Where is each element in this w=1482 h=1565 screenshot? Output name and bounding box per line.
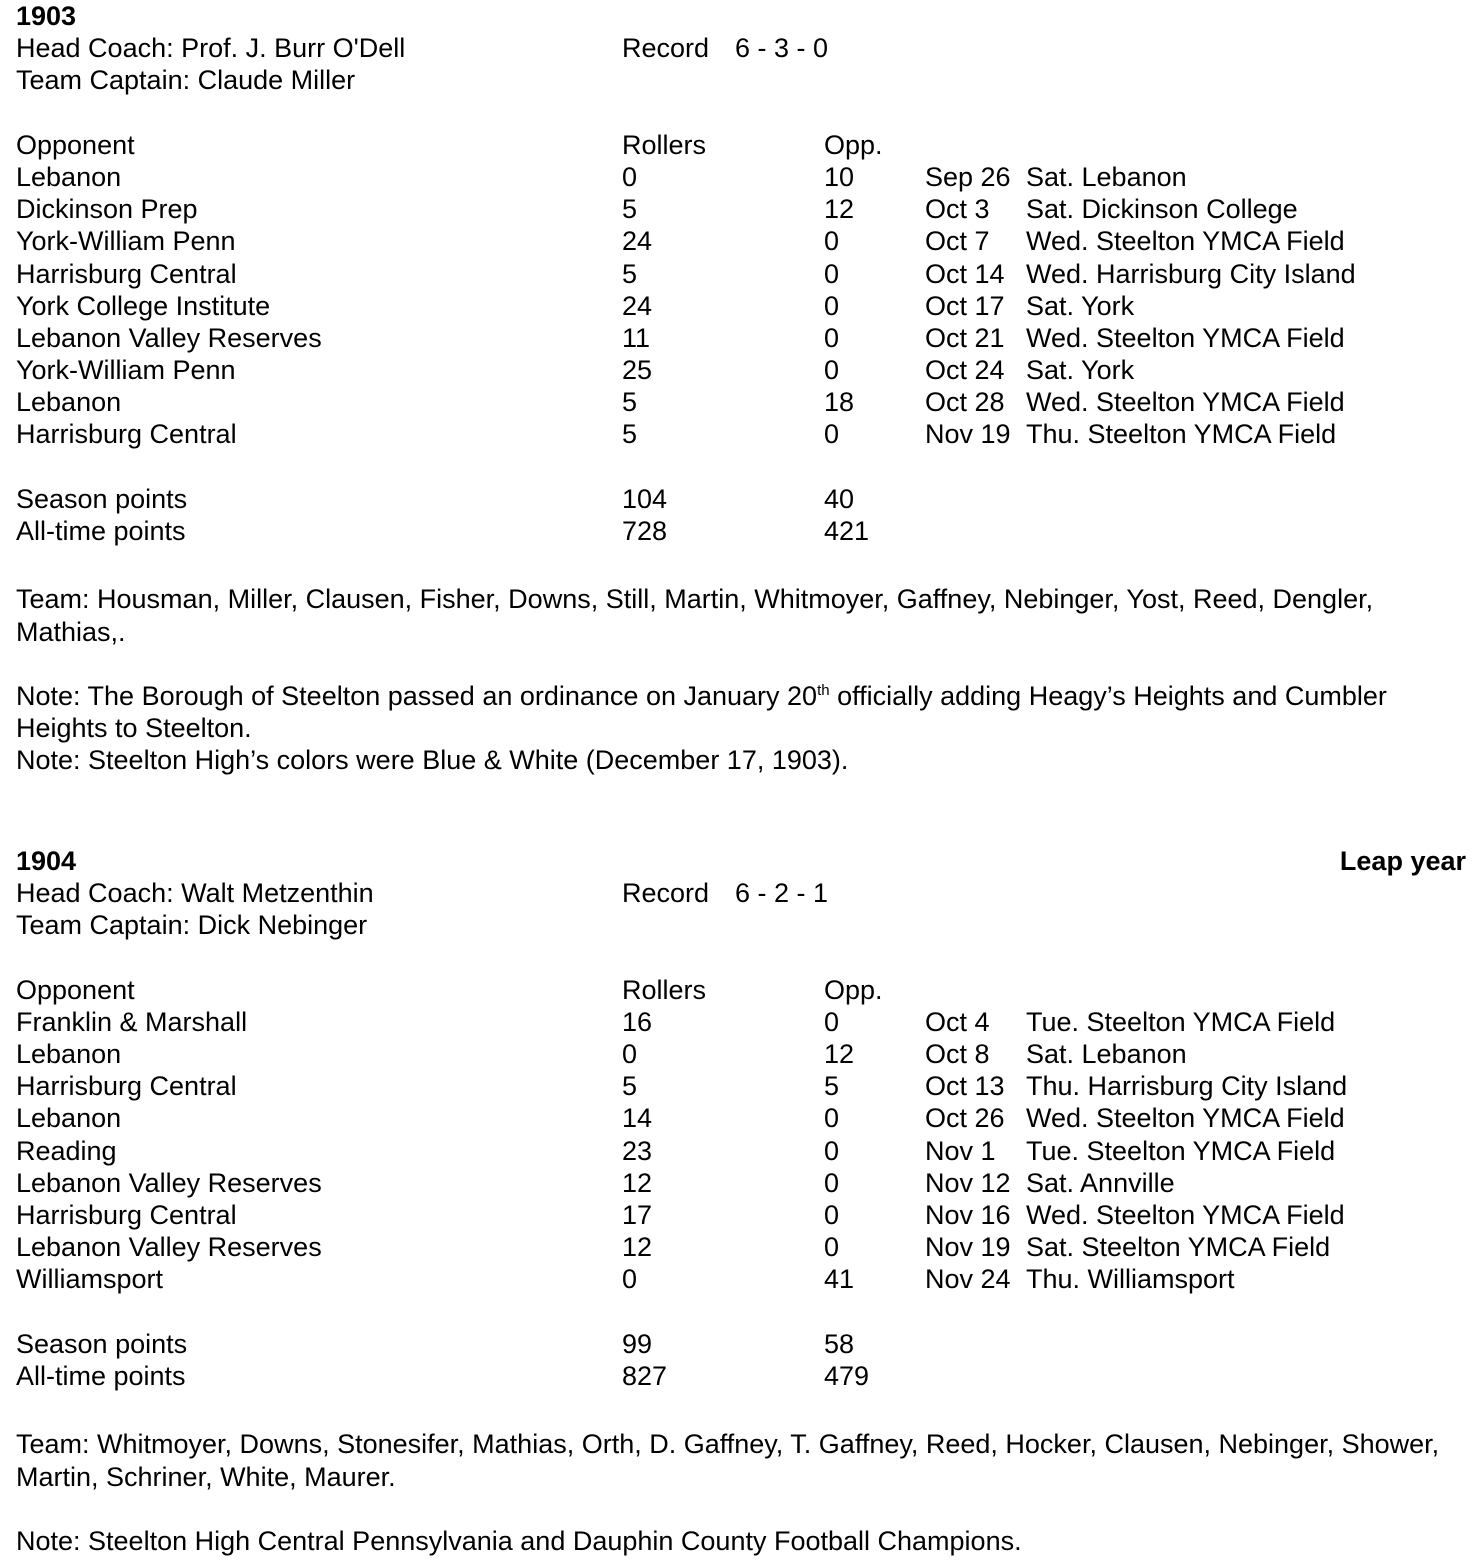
table-header-row bbox=[16, 129, 1466, 161]
game-row bbox=[16, 1038, 1466, 1070]
game-opp-score: 0 bbox=[824, 258, 840, 289]
game-row bbox=[16, 1263, 1466, 1295]
note-text: Note: The Borough of Steelton passed an ordinance on January 20 bbox=[16, 680, 818, 711]
game-rollers-score: 12 bbox=[622, 1232, 653, 1263]
header-rollers: Rollers bbox=[622, 974, 707, 1005]
game-location: Sat. Dickinson College bbox=[1026, 194, 1298, 225]
game-date: Oct 4 bbox=[925, 1006, 990, 1037]
game-row bbox=[16, 290, 1466, 322]
game-rollers-score: 16 bbox=[622, 1006, 653, 1037]
game-row bbox=[16, 418, 1466, 450]
note-superscript: th bbox=[817, 681, 830, 699]
game-date: Oct 7 bbox=[925, 226, 990, 257]
alltime-points-opp: 479 bbox=[824, 1360, 870, 1391]
game-location: Thu. Williamsport bbox=[1026, 1264, 1235, 1295]
game-opp-score: 0 bbox=[824, 1200, 840, 1231]
game-rollers-score: 25 bbox=[622, 355, 653, 386]
game-opponent: Williamsport bbox=[16, 1264, 164, 1295]
team-captain: Team Captain: Dick Nebinger bbox=[16, 910, 368, 941]
season-points-opp: 58 bbox=[824, 1328, 855, 1359]
game-row bbox=[16, 354, 1466, 386]
game-date: Nov 1 bbox=[925, 1135, 996, 1166]
game-row bbox=[16, 322, 1466, 354]
game-opponent: Dickinson Prep bbox=[16, 194, 198, 225]
game-location: Sat. Lebanon bbox=[1026, 1039, 1187, 1070]
game-rollers-score: 5 bbox=[622, 387, 638, 418]
game-opponent: Lebanon bbox=[16, 161, 122, 192]
season-year-row bbox=[16, 0, 1466, 32]
game-rollers-score: 0 bbox=[622, 1264, 638, 1295]
season-year: 1903 bbox=[16, 1, 77, 31]
game-opponent: Franklin & Marshall bbox=[16, 1006, 248, 1037]
game-rollers-score: 14 bbox=[622, 1103, 653, 1134]
game-location: Wed. Steelton YMCA Field bbox=[1026, 1103, 1345, 1134]
season-points-label: Season points bbox=[16, 483, 188, 514]
table-header-row bbox=[16, 974, 1466, 1006]
season-note bbox=[16, 1525, 1466, 1557]
record-label: Record bbox=[622, 33, 710, 64]
game-rollers-score: 5 bbox=[622, 194, 638, 225]
game-location: Sat. Steelton YMCA Field bbox=[1026, 1232, 1331, 1263]
game-date: Nov 19 bbox=[925, 1232, 1011, 1263]
game-rollers-score: 5 bbox=[622, 1071, 638, 1102]
game-date: Nov 24 bbox=[925, 1264, 1011, 1295]
game-opp-score: 0 bbox=[824, 1103, 840, 1134]
record-value: 6 - 3 - 0 bbox=[735, 33, 829, 64]
game-date: Oct 3 bbox=[925, 194, 990, 225]
season-note bbox=[16, 744, 1466, 776]
captain-row bbox=[16, 64, 1466, 96]
game-row bbox=[16, 386, 1466, 418]
note-text: Note: Steelton High Central Pennsylvania and Dauphin County Football Champions. bbox=[16, 1525, 1022, 1556]
game-opp-score: 0 bbox=[824, 322, 840, 353]
game-date: Nov 12 bbox=[925, 1167, 1011, 1198]
season-points-rollers: 104 bbox=[622, 483, 668, 514]
game-opp-score: 10 bbox=[824, 161, 855, 192]
season-1903 bbox=[16, 0, 1466, 777]
game-opponent: Lebanon bbox=[16, 387, 122, 418]
game-opponent: Harrisburg Central bbox=[16, 1200, 237, 1231]
game-row bbox=[16, 1199, 1466, 1231]
game-opp-score: 0 bbox=[824, 1167, 840, 1198]
header-opponent: Opponent bbox=[16, 974, 135, 1005]
games-list bbox=[16, 161, 1466, 451]
game-date: Oct 21 bbox=[925, 322, 1005, 353]
season-year-row bbox=[16, 845, 1466, 877]
header-opponent: Opponent bbox=[16, 129, 135, 160]
header-opp: Opp. bbox=[824, 974, 883, 1005]
game-opponent: Lebanon Valley Reserves bbox=[16, 322, 322, 353]
game-opp-score: 12 bbox=[824, 1039, 855, 1070]
game-location: Sat. York bbox=[1026, 355, 1135, 386]
game-date: Sep 26 bbox=[925, 161, 1011, 192]
game-location: Wed. Harrisburg City Island bbox=[1026, 258, 1356, 289]
team-roster: Team: Whitmoyer, Downs, Stonesifer, Mathias, Orth, D. Gaffney, T. Gaffney, Reed, Hocker, Clausen, Nebinger, Shower, Martin, Schriner, White, Maurer. bbox=[16, 1429, 1440, 1492]
game-opponent: Lebanon Valley Reserves bbox=[16, 1232, 322, 1263]
game-opponent: Harrisburg Central bbox=[16, 1071, 237, 1102]
game-date: Oct 8 bbox=[925, 1039, 990, 1070]
game-row bbox=[16, 1231, 1466, 1263]
game-location: Tue. Steelton YMCA Field bbox=[1026, 1006, 1336, 1037]
note-text: officially adding Heagy’s Heights and Cumbler Heights to Steelton. bbox=[16, 680, 1387, 744]
note-text: Note: Steelton High’s colors were Blue & White (December 17, 1903). bbox=[16, 745, 849, 776]
game-rollers-score: 0 bbox=[622, 161, 638, 192]
game-date: Nov 19 bbox=[925, 419, 1011, 450]
game-rollers-score: 17 bbox=[622, 1200, 653, 1231]
game-opponent: Lebanon bbox=[16, 1039, 122, 1070]
alltime-points-rollers: 827 bbox=[622, 1360, 668, 1391]
coach-row bbox=[16, 877, 1466, 909]
game-rollers-score: 24 bbox=[622, 290, 653, 321]
game-opp-score: 0 bbox=[824, 1006, 840, 1037]
game-row bbox=[16, 225, 1466, 257]
game-location: Tue. Steelton YMCA Field bbox=[1026, 1135, 1336, 1166]
game-opponent: York-William Penn bbox=[16, 226, 236, 257]
game-location: Wed. Steelton YMCA Field bbox=[1026, 322, 1345, 353]
header-rollers: Rollers bbox=[622, 129, 707, 160]
alltime-points-label: All-time points bbox=[16, 1360, 186, 1391]
game-location: Wed. Steelton YMCA Field bbox=[1026, 226, 1345, 257]
game-rollers-score: 11 bbox=[622, 322, 651, 353]
season-points-rollers: 99 bbox=[622, 1328, 653, 1359]
game-opp-score: 5 bbox=[824, 1071, 840, 1102]
game-date: Oct 24 bbox=[925, 355, 1005, 386]
season-points-opp: 40 bbox=[824, 483, 855, 514]
game-opponent: Lebanon Valley Reserves bbox=[16, 1167, 322, 1198]
game-date: Oct 17 bbox=[925, 290, 1005, 321]
season-points-row bbox=[16, 1328, 1466, 1360]
season-1904 bbox=[16, 845, 1466, 1557]
game-opp-score: 0 bbox=[824, 1232, 840, 1263]
season-points-label: Season points bbox=[16, 1328, 188, 1359]
game-opp-score: 0 bbox=[824, 1135, 840, 1166]
game-rollers-score: 0 bbox=[622, 1039, 638, 1070]
game-opponent: Harrisburg Central bbox=[16, 258, 237, 289]
game-rollers-score: 23 bbox=[622, 1135, 653, 1166]
header-opp: Opp. bbox=[824, 129, 883, 160]
game-opp-score: 0 bbox=[824, 290, 840, 321]
game-opp-score: 0 bbox=[824, 355, 840, 386]
game-row bbox=[16, 193, 1466, 225]
alltime-points-opp: 421 bbox=[824, 516, 870, 546]
game-date: Oct 14 bbox=[925, 258, 1005, 289]
game-rollers-score: 5 bbox=[622, 258, 638, 289]
game-opponent: York College Institute bbox=[16, 290, 271, 321]
game-row bbox=[16, 1135, 1466, 1167]
game-date: Nov 16 bbox=[925, 1200, 1011, 1231]
record-value: 6 - 2 - 1 bbox=[735, 878, 829, 909]
game-opp-score: 18 bbox=[824, 387, 855, 418]
game-location: Wed. Steelton YMCA Field bbox=[1026, 1200, 1345, 1231]
game-rollers-score: 24 bbox=[622, 226, 653, 257]
leap-year-label: Leap year bbox=[1339, 845, 1466, 876]
game-opponent: Lebanon bbox=[16, 1103, 122, 1134]
game-opp-score: 41 bbox=[824, 1264, 855, 1295]
alltime-points-rollers: 728 bbox=[622, 516, 668, 546]
game-opponent: Harrisburg Central bbox=[16, 419, 237, 450]
game-date: Oct 26 bbox=[925, 1103, 1005, 1134]
record-label: Record bbox=[622, 878, 710, 909]
game-date: Oct 13 bbox=[925, 1071, 1005, 1102]
season-year: 1904 bbox=[16, 845, 77, 876]
game-location: Sat. Annville bbox=[1026, 1167, 1175, 1198]
game-rollers-score: 12 bbox=[622, 1167, 653, 1198]
season-points-row bbox=[16, 483, 1466, 515]
game-location: Thu. Harrisburg City Island bbox=[1026, 1071, 1348, 1102]
game-opp-score: 12 bbox=[824, 194, 855, 225]
game-opponent: Reading bbox=[16, 1135, 117, 1166]
coach-row bbox=[16, 32, 1466, 64]
season-note bbox=[16, 680, 1466, 744]
game-opp-score: 0 bbox=[824, 226, 840, 257]
captain-row bbox=[16, 909, 1466, 941]
document-page bbox=[16, 0, 1466, 1557]
head-coach: Head Coach: Prof. J. Burr O'Dell bbox=[16, 33, 406, 64]
game-location: Sat. Lebanon bbox=[1026, 161, 1187, 192]
game-row bbox=[16, 1006, 1466, 1038]
game-location: Wed. Steelton YMCA Field bbox=[1026, 387, 1345, 418]
team-captain: Team Captain: Claude Miller bbox=[16, 65, 356, 96]
game-row bbox=[16, 258, 1466, 290]
game-row bbox=[16, 1070, 1466, 1102]
game-row bbox=[16, 161, 1466, 193]
games-list bbox=[16, 1006, 1466, 1296]
alltime-points-row bbox=[16, 1360, 1466, 1392]
game-opp-score: 0 bbox=[824, 419, 840, 450]
alltime-points-label: All-time points bbox=[16, 516, 186, 546]
team-roster: Team: Housman, Miller, Clausen, Fisher, Downs, Still, Martin, Whitmoyer, Gaffney, Nebinger, Yost, Reed, Dengler, Mathias,. bbox=[16, 584, 1374, 647]
game-row bbox=[16, 1167, 1466, 1199]
game-row bbox=[16, 1102, 1466, 1134]
head-coach: Head Coach: Walt Metzenthin bbox=[16, 878, 374, 909]
game-location: Thu. Steelton YMCA Field bbox=[1026, 419, 1337, 450]
game-location: Sat. York bbox=[1026, 290, 1135, 321]
game-rollers-score: 5 bbox=[622, 419, 638, 450]
alltime-points-row bbox=[16, 515, 1466, 547]
game-date: Oct 28 bbox=[925, 387, 1005, 418]
game-opponent: York-William Penn bbox=[16, 355, 236, 386]
